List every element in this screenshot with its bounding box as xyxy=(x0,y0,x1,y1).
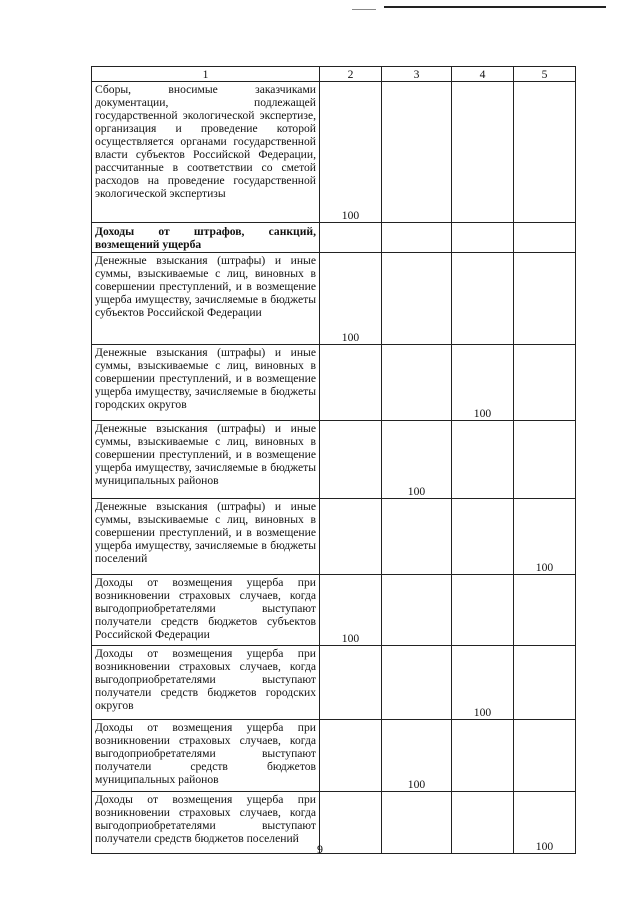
table-body xyxy=(92,82,576,854)
cell-column-4 xyxy=(452,499,514,575)
row-description: Доходы от возмещения ущерба при возникновении страховых случаев, когда выгодоприобретателями выступают получатели средств бюджетов муниципальных районов xyxy=(92,720,320,792)
cell-column-4 xyxy=(452,421,514,499)
cell-column-5 xyxy=(514,223,576,253)
table-row xyxy=(92,499,576,575)
cell-column-5: 100 xyxy=(514,499,576,575)
cell-column-4 xyxy=(452,253,514,345)
row-description: Денежные взыскания (штрафы) и иные суммы, взыскиваемые с лиц, виновных в совершении преступлений, и в возмещение ущерба имуществу, зачисляемые в бюджеты городских округов xyxy=(92,345,320,421)
cell-column-3 xyxy=(382,499,452,575)
header-rule xyxy=(384,6,606,8)
table-row xyxy=(92,82,576,223)
column-header-1: 1 xyxy=(92,67,320,82)
cell-column-5: 100 xyxy=(514,792,576,854)
cell-column-2 xyxy=(320,499,382,575)
cell-column-4 xyxy=(452,82,514,223)
section-header-row xyxy=(92,223,576,253)
column-header-3: 3 xyxy=(382,67,452,82)
header-dash-rule xyxy=(352,9,376,10)
table-row xyxy=(92,253,576,345)
section-title: Доходы от штрафов, санкций, возмещений ущерба xyxy=(92,223,320,253)
table-header-row xyxy=(92,67,576,82)
cell-column-4 xyxy=(452,720,514,792)
column-header-4: 4 xyxy=(452,67,514,82)
cell-column-5 xyxy=(514,720,576,792)
cell-column-3: 100 xyxy=(382,421,452,499)
row-description: Доходы от возмещения ущерба при возникновении страховых случаев, когда выгодоприобретателями выступают получатели средств бюджетов поселений xyxy=(92,792,320,854)
cell-column-4 xyxy=(452,223,514,253)
cell-column-2 xyxy=(320,646,382,720)
cell-column-3 xyxy=(382,646,452,720)
cell-column-2: 100 xyxy=(320,575,382,646)
cell-column-2: 100 xyxy=(320,82,382,223)
cell-column-2 xyxy=(320,720,382,792)
cell-column-4: 100 xyxy=(452,646,514,720)
cell-column-5 xyxy=(514,421,576,499)
cell-column-5 xyxy=(514,253,576,345)
table-row xyxy=(92,421,576,499)
cell-column-4 xyxy=(452,575,514,646)
cell-column-2: 100 xyxy=(320,253,382,345)
cell-column-3 xyxy=(382,345,452,421)
column-header-5: 5 xyxy=(514,67,576,82)
page-number: 9 xyxy=(317,842,323,856)
row-description: Денежные взыскания (штрафы) и иные суммы, взыскиваемые с лиц, виновных в совершении преступлений, и в возмещение ущерба имуществу, зачисляемые в бюджеты поселений xyxy=(92,499,320,575)
row-description: Денежные взыскания (штрафы) и иные суммы, взыскиваемые с лиц, виновных в совершении преступлений, и в возмещение ущерба имуществу, зачисляемые в бюджеты муниципальных районов xyxy=(92,421,320,499)
row-description: Доходы от возмещения ущерба при возникновении страховых случаев, когда выгодоприобретателями выступают получатели средств бюджетов субъектов Российской Федерации xyxy=(92,575,320,646)
row-description: Доходы от возмещения ущерба при возникновении страховых случаев, когда выгодоприобретателями выступают получатели средств бюджетов городских округов xyxy=(92,646,320,720)
table-row xyxy=(92,646,576,720)
cell-column-3: 100 xyxy=(382,720,452,792)
cell-column-3 xyxy=(382,253,452,345)
cell-column-5 xyxy=(514,575,576,646)
cell-column-5 xyxy=(514,646,576,720)
cell-column-2 xyxy=(320,345,382,421)
table-row xyxy=(92,720,576,792)
cell-column-2 xyxy=(320,223,382,253)
cell-column-4: 100 xyxy=(452,345,514,421)
cell-column-3 xyxy=(382,575,452,646)
revenue-distribution-table xyxy=(91,66,576,854)
cell-column-3 xyxy=(382,223,452,253)
row-description: Сборы, вносимые заказчиками документации, подлежащей государственной экологической экспертизе, организация и проведение которой осуществляется органами государственной власти субъектов Российской Федерации, рассчитанные в соответствии со сметой расходов на проведение государственной экологической экспертизы xyxy=(92,82,320,223)
table-row xyxy=(92,345,576,421)
column-header-2: 2 xyxy=(320,67,382,82)
cell-column-5 xyxy=(514,345,576,421)
cell-column-3 xyxy=(382,82,452,223)
cell-column-2 xyxy=(320,421,382,499)
row-description: Денежные взыскания (штрафы) и иные суммы, взыскиваемые с лиц, виновных в совершении преступлений, и в возмещение ущерба имуществу, зачисляемые в бюджеты субъектов Российской Федерации xyxy=(92,253,320,345)
table-row xyxy=(92,575,576,646)
cell-column-5 xyxy=(514,82,576,223)
